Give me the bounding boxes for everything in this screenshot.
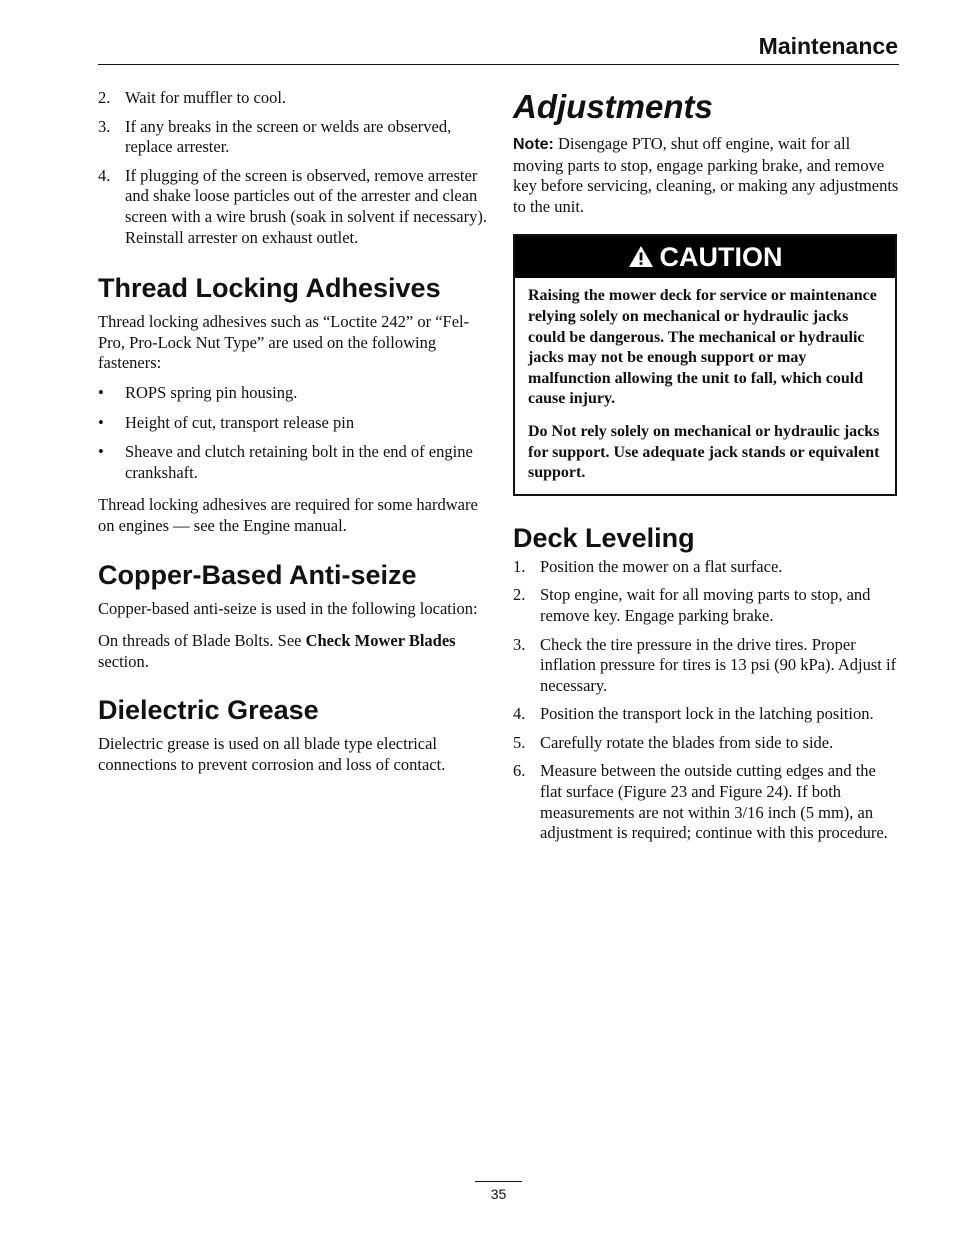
list-item: • Height of cut, transport release pin: [98, 412, 355, 432]
left-column: [98, 88, 488, 775]
copper-anti-seize-intro: Copper-based anti-seize is used in the following location:: [98, 598, 478, 618]
thread-locking-heading: Thread Locking Adhesives: [98, 273, 441, 304]
caution-box: [513, 234, 897, 495]
list-item: • ROPS spring pin housing.: [98, 382, 298, 402]
caution-header: CAUTION: [515, 236, 895, 278]
thread-locking-intro: Thread locking adhesives such as “Loctite 242” or “Fel-Pro, Pro-Lock Nut Type” are used on the following fasteners:: [98, 312, 470, 373]
copper-anti-seize-heading: Copper-Based Anti-seize: [98, 559, 417, 590]
caution-body: [515, 278, 895, 493]
list-item: • Sheave and clutch retaining bolt in the end of engine crankshaft.: [98, 442, 473, 482]
copper-anti-seize-location: On threads of Blade Bolts. See Check Mower Blades section.: [98, 631, 456, 671]
warning-triangle-icon: [628, 245, 654, 268]
fastener-list: [98, 383, 488, 483]
list-item: 3. Check the tire pressure in the drive tires. Proper inflation pressure for tires is 13 psi (90 kPa). Adjust if necessary.: [513, 634, 897, 695]
right-column: [513, 88, 901, 844]
arrester-steps: [98, 88, 488, 248]
list-item: 1. Position the mower on a flat surface.: [513, 556, 783, 576]
list-item: 2. Stop engine, wait for all moving parts to stop, and remove key. Engage parking brake.: [513, 585, 871, 625]
deck-leveling-steps: [513, 557, 901, 844]
thread-locking-outro: Thread locking adhesives are required for some hardware on engines — see the Engine manual.: [98, 495, 478, 535]
dielectric-grease-heading: Dielectric Grease: [98, 695, 319, 726]
list-item: 5. Carefully rotate the blades from side to side.: [513, 732, 834, 752]
list-item: 4. Position the transport lock in the latching position.: [513, 704, 874, 724]
deck-leveling-heading: Deck Leveling: [513, 522, 695, 553]
page-number: 35: [490, 1186, 507, 1202]
list-item: 3. If any breaks in the screen or welds are observed, replace arrester.: [98, 116, 452, 157]
check-mower-blades-ref: Check Mower Blades: [305, 631, 456, 651]
adjustments-heading: Adjustments: [513, 88, 713, 125]
dielectric-grease-text: Dielectric grease is used on all blade type electrical connections to prevent corrosion and loss of contact.: [98, 734, 446, 774]
caution-paragraph: Raising the mower deck for service or maintenance relying solely on mechanical or hydraulic jacks could be dangerous. The mechanical or hydraulic jacks may not be enough support or may malfunction allowing the unit to fall, which could cause injury.: [528, 287, 877, 408]
page-number-rule: [475, 1181, 522, 1182]
list-item: 4. If plugging of the screen is observed, remove arrester and shake loose particles out of the arrester and clean screen with a wire brush (soak in solvent if necessary). Reinstall arrester on exhaust outlet.: [98, 165, 487, 247]
header-divider: [98, 64, 899, 65]
list-item: 2. Wait for muffler to cool.: [98, 88, 287, 107]
note-label: Note:: [513, 136, 554, 153]
list-item: 6. Measure between the outside cutting edges and the flat surface (Figure 23 and Figure 24). If both measurements are not within 3/16 inch (5 mm), an adjustment is required; continue with this procedure.: [513, 761, 888, 843]
adjustments-note: Note: Disengage PTO, shut off engine, wait for all moving parts to stop, engage parking brake, and remove key before servicing, cleaning, or making any adjustments to the unit.: [513, 134, 899, 216]
caution-paragraph: Do Not rely solely on mechanical or hydraulic jacks for support. Use adequate jack stands or equivalent support.: [528, 422, 880, 482]
section-header-title: Maintenance: [758, 33, 898, 59]
